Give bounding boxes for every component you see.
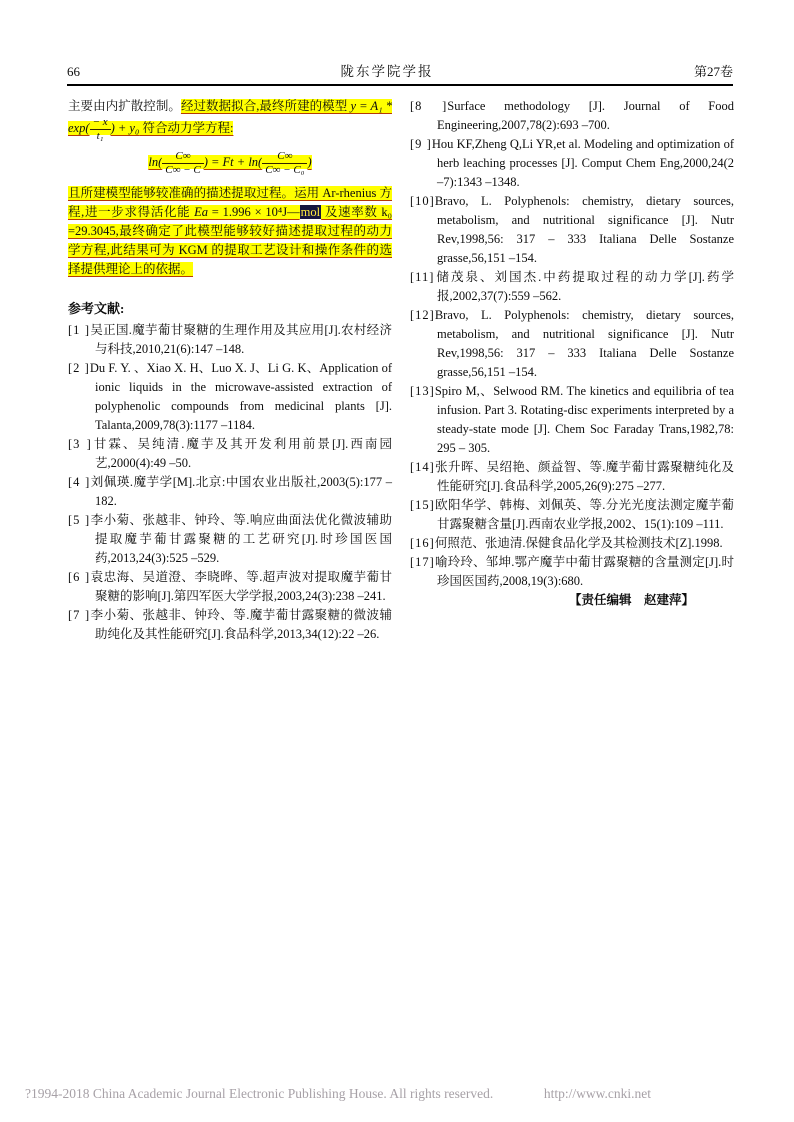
highlighted-text: 经过数据拟合,最终所建的模型 (180, 99, 351, 113)
content-columns (68, 97, 734, 644)
reference-item (410, 382, 734, 458)
reference-text: Du F. Y. 、Xiao X. H、Luo X. J、Li G. K、Application of ionic liquids in the microwave-assisted extraction of polyphenolic compounds from medicinal plants [J]. Talanta,2009,78(3):1177 –1184. (89, 360, 392, 432)
reference-item (68, 473, 392, 511)
footer-url[interactable]: http://www.cnki.net (543, 1086, 651, 1101)
reference-text: 甘霖、吴纯清.魔芋及其开发利用前景[J].西南园艺,2000(4):49 –50. (91, 436, 392, 470)
kinetic-equation (68, 146, 392, 180)
reference-text: Bravo, L. Polyphenols: chemistry, dietary sources, metabolism, and nutritional significance [J]. Nutr Rev,1998,56: 317 – 333 Italiana Delle Sostanze grasse,56,151 –154. (434, 194, 734, 265)
reference-text: 李小菊、张越非、钟玲、等.魔芋葡甘露聚糖的微波辅助纯化及其性能研究[J].食品科学,2013,34(12):22 –26. (90, 607, 392, 641)
reference-text: 吴正国.魔芋葡甘聚糖的生理作用及其应用[J].农村经济与科技,2010,21(6):147 –148. (90, 322, 392, 356)
equation-close: ) (307, 155, 312, 170)
reference-text: 李小菊、张越非、钟玲、等.响应曲面法优化微波辅助提取魔芋葡甘露聚糖的工艺研究[J].时珍国医国药,2013,24(3):525 –529. (90, 512, 392, 565)
reference-item (410, 97, 734, 135)
volume-label: 第27卷 (693, 64, 733, 79)
reference-label: [15] (410, 498, 435, 512)
reference-label: [4 ] (68, 474, 91, 489)
page-footer (25, 1086, 651, 1102)
reference-item (410, 458, 734, 496)
fraction-denominator: C∞ − C₀ (265, 163, 305, 176)
equation-open: ln( (148, 155, 163, 170)
highlighted-text: 及速率数 k₀ =29.3045,最终确定了此模型能够较好描述提取过程的动力学方程,此结果可为 KGM 的提取工艺设计和操作条件的选择提供理论上的依据。 (68, 204, 392, 276)
equation-fraction-1 (162, 150, 203, 176)
right-column (410, 97, 734, 644)
page-number: 66 (67, 64, 80, 79)
equation-fraction-2 (262, 150, 307, 176)
reference-item (68, 359, 392, 435)
left-column (68, 97, 392, 644)
activation-energy-symbol: Ea (194, 204, 209, 219)
reference-item (410, 268, 734, 306)
intro-lead-text: 主要由内扩散控制。 (68, 99, 181, 113)
reference-item (410, 135, 734, 192)
editor-note: 【责任编辑 赵建萍】 (568, 593, 694, 607)
model-fraction (90, 116, 111, 142)
reference-item (410, 192, 734, 268)
reference-label: [10] (410, 194, 435, 208)
reference-text: Hou KF,Zheng Q,Li YR,et al. Modeling and optimization of herb leaching processes [J]. Comput Chem Eng,2000,24(2 –7):1343 –1348. (431, 137, 735, 189)
highlighted-text: 且所建模型能够较准确的描述提取过程。运用 Ar-rhenius 方程,进一步求得活化能 (68, 185, 392, 219)
highlighted-model-formula: y = A₁ * exp( (68, 99, 392, 136)
equation-middle: ) = Ft + ln( (203, 155, 263, 170)
reference-text: 储茂泉、刘国杰.中药提取过程的动力学[J].药学报,2002,37(7):559 –562. (434, 270, 734, 303)
reference-label: [7 ] (68, 607, 91, 622)
reference-text: 欧阳华学、韩梅、刘佩英、等.分光光度法测定魔芋葡甘露聚糖含量[J].西南农业学报,2002、15(1):109 –111. (434, 498, 734, 531)
reference-item (68, 511, 392, 568)
reference-item (68, 568, 392, 606)
reference-text: Bravo, L. Polyphenols: chemistry, dietary sources, metabolism, and nutritional significance [J]. Nutr Rev,1998,56: 317 – 333 Italiana Delle Sostanze grasse,56,151 –154. (434, 308, 734, 379)
reference-label: [11] (410, 270, 435, 284)
selected-text: mol (300, 204, 321, 219)
reference-label: [13] (410, 384, 435, 398)
header-divider (67, 84, 733, 86)
reference-item (410, 496, 734, 534)
highlighted-text: = 1.996 × 10⁴J (208, 204, 288, 219)
reference-label: [17] (410, 555, 435, 569)
reference-text: 袁忠海、吴道澄、李晓晔、等.超声波对提取魔芋葡甘聚糖的影响[J].第四军医大学学报,2003,24(3):238 –241. (90, 569, 392, 603)
reference-label: [12] (410, 308, 435, 322)
reference-label: [8 ] (410, 99, 448, 113)
reference-item (68, 606, 392, 644)
reference-label: [5 ] (68, 512, 91, 527)
journal-title: 陇东学院学报 (340, 64, 434, 79)
reference-label: [3 ] (68, 436, 92, 451)
reference-label: [2 ] (68, 360, 90, 375)
fraction-numerator: − x (90, 116, 111, 130)
reference-text: Surface methodology [J]. Journal of Food Engineering,2007,78(2):693 –700. (437, 99, 734, 132)
intro-paragraph-bottom (68, 184, 392, 279)
reference-item (410, 553, 734, 591)
reference-text: 张升晖、吴绍艳、颜益智、等.魔芋葡甘露聚糖纯化及性能研究[J].食品科学,2005,26(9):275 –277. (434, 460, 734, 493)
reference-label: [6 ] (68, 569, 91, 584)
reference-label: [14] (410, 460, 435, 474)
reference-label: [1 ] (68, 322, 91, 337)
reference-item (68, 435, 392, 473)
fraction-numerator: C∞ (262, 150, 307, 164)
reference-text: 刘佩瑛.魔芋学[M].北京:中国农业出版社,2003(5):177 –182. (90, 474, 393, 508)
reference-label: [9 ] (410, 137, 432, 151)
reference-item (410, 534, 734, 553)
fraction-denominator: C∞ − C (165, 163, 201, 176)
references-title: 参考文献: (68, 300, 125, 316)
page-header (67, 60, 733, 80)
highlighted-model-formula-tail: ) + y₀ (110, 121, 140, 136)
reference-text: 何照范、张迪清.保健食品化学及其检测技术[Z].1998. (434, 536, 723, 550)
reference-item (410, 306, 734, 382)
reference-item (68, 321, 392, 359)
reference-label: [16] (410, 536, 435, 550)
reference-text: 喻玲玲、邹坤.鄂产魔芋中葡甘露聚糖的含量测定[J].时珍国医国药,2008,19(3):680. (434, 555, 734, 588)
fraction-denominator: t₁ (96, 129, 104, 142)
highlighted-text: 符合动力学方程: (139, 121, 234, 136)
highlighted-dash: — (287, 204, 300, 219)
fraction-numerator: C∞ (162, 150, 203, 164)
reference-text: Spiro M,、Selwood RM. The kinetics and equilibria of tea infusion. Part 3. Rotating-disc experiments interpreted by a steady-state mode [J]. Chem Soc Faraday Trans,1982,78: 295 – 305. (434, 384, 734, 455)
footer-copyright: ?1994-2018 China Academic Journal Electronic Publishing House. All rights reserved. (25, 1086, 494, 1101)
intro-paragraph-top (68, 97, 392, 142)
